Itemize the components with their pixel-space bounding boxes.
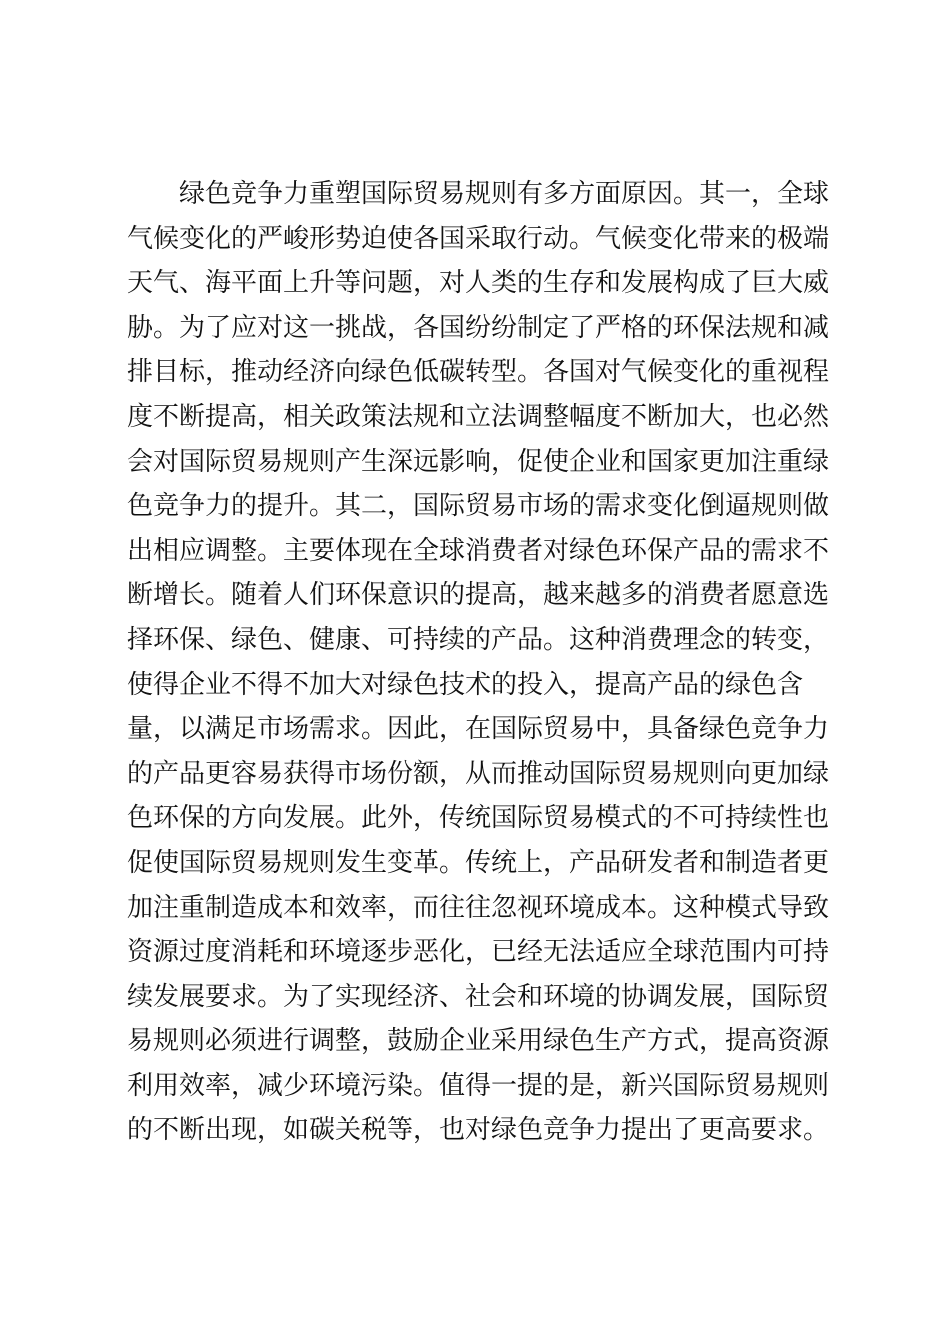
paragraph-line: 天气、海平面上升等问题，对人类的生存和发展构成了巨大威	[127, 268, 830, 299]
paragraph-line: 气候变化的严峻形势迫使各国采取行动。气候变化带来的极端	[127, 223, 830, 254]
paragraph-line: 的产品更容易获得市场份额，从而推动国际贸易规则向更加绿	[127, 758, 830, 789]
paragraph-line: 使得企业不得不加大对绿色技术的投入，提高产品的绿色含	[127, 669, 804, 700]
paragraph-line: 促使国际贸易规则发生变革。传统上，产品研发者和制造者更	[127, 847, 830, 878]
paragraph-line: 资源过度消耗和环境逐步恶化，已经无法适应全球范围内可持	[127, 937, 830, 968]
paragraph-line: 排目标，推动经济向绿色低碳转型。各国对气候变化的重视程	[127, 357, 830, 388]
paragraph-line: 出相应调整。主要体现在全球消费者对绿色环保产品的需求不	[127, 535, 830, 566]
paragraph-line: 择环保、绿色、健康、可持续的产品。这种消费理念的转变，	[127, 624, 830, 655]
paragraph-line: 加注重制造成本和效率，而往往忽视环境成本。这种模式导致	[127, 892, 830, 923]
paragraph-line: 色环保的方向发展。此外，传统国际贸易模式的不可持续性也	[127, 803, 830, 834]
paragraph-line: 胁。为了应对这一挑战，各国纷纷制定了严格的环保法规和减	[127, 312, 830, 343]
paragraph-line: 会对国际贸易规则产生深远影响，促使企业和国家更加注重绿	[127, 446, 830, 477]
paragraph-line: 的不断出现，如碳关税等，也对绿色竞争力提出了更高要求。	[127, 1115, 830, 1146]
paragraph-line: 断增长。随着人们环保意识的提高，越来越多的消费者愿意选	[127, 580, 830, 611]
paragraph-line: 易规则必须进行调整，鼓励企业采用绿色生产方式，提高资源	[127, 1026, 830, 1057]
paragraph-line: 绿色竞争力重塑国际贸易规则有多方面原因。其一，全球	[179, 179, 830, 209]
paragraph-line: 利用效率，减少环境污染。值得一提的是，新兴国际贸易规则	[127, 1070, 830, 1101]
paragraph-line: 度不断提高，相关政策法规和立法调整幅度不断加大，也必然	[127, 401, 830, 432]
paragraph-line: 量，以满足市场需求。因此，在国际贸易中，具备绿色竞争力	[127, 714, 830, 745]
body-paragraph	[127, 172, 830, 1153]
paragraph-line: 续发展要求。为了实现经济、社会和环境的协调发展，国际贸	[127, 981, 830, 1012]
paragraph-line: 色竞争力的提升。其二，国际贸易市场的需求变化倒逼规则做	[127, 491, 830, 522]
